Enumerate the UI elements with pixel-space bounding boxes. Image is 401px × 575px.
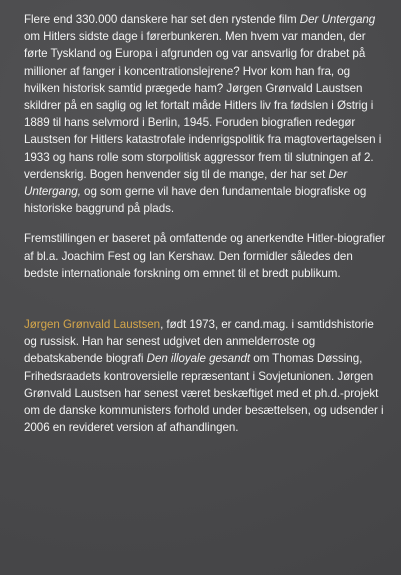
blurb-closing: og som gerne vil have den fundamentale biografiske og historiske baggrund på plads. bbox=[24, 185, 367, 216]
author-name: Jørgen Grønvald Laustsen bbox=[24, 318, 161, 332]
author-bio-text-continued: om Thomas Døssing, Frihedsraadets kontroversielle repræsentant i Sovjetunionen. Jørgen Grønvald Laustsen har senest været beskæftiget med et ph.d.-projekt om de danske kommunisters forhold under besættelsen, og udsender i 2006 en revideret version af afhandlingen. bbox=[24, 352, 384, 435]
sources-paragraph: Fremstillingen er baseret på omfattende og anerkendte Hitler-biografier af bl.a. Joachim Fest og Ian Kershaw. Den formidler således den bedste internationale forskning om emnet til et bredt publikum. bbox=[24, 232, 386, 280]
author-bio bbox=[24, 316, 387, 436]
blurb-intro: Flere end 330.000 danskere har set den rystende film bbox=[24, 13, 300, 26]
blurb-body: om Hitlers sidste dage i førerbunkeren. Men hvem var manden, der førte Tyskland og Europa i afgrunden og var ansvarlig for drabet på millioner af fanger i koncentrationslejrene? Hvor kom han fra, og hvilken historisk samtid prægede ham? Jørgen Grønvald Laustsen skildrer på en saglig og let fortalt måde Hitlers liv fra fødslen i Østrig i 1889 til hans selvmord i Berlin, 1945. Foruden biografien redegør Laustsen for Hitlers katastrofale indenrigspolitik fra magtovertagelsen i 1933 og hans rolle som storpolitisk aggressor frem til slutningen af 2. verdenskrig. Bogen henvender sig til de mange, der har set bbox=[24, 30, 382, 181]
author-bio-text: , født 1973, er cand.mag. i samtidshistorie og russisk. Han har senest udgivet den anmelderroste og debatskabende biografi bbox=[24, 318, 374, 366]
film-title: Der Untergang bbox=[299, 13, 376, 26]
book-title: Den illoyale gesandt bbox=[146, 352, 251, 366]
blurb-paragraph bbox=[24, 11, 387, 217]
film-title-repeat: Der Untergang, bbox=[24, 167, 348, 199]
